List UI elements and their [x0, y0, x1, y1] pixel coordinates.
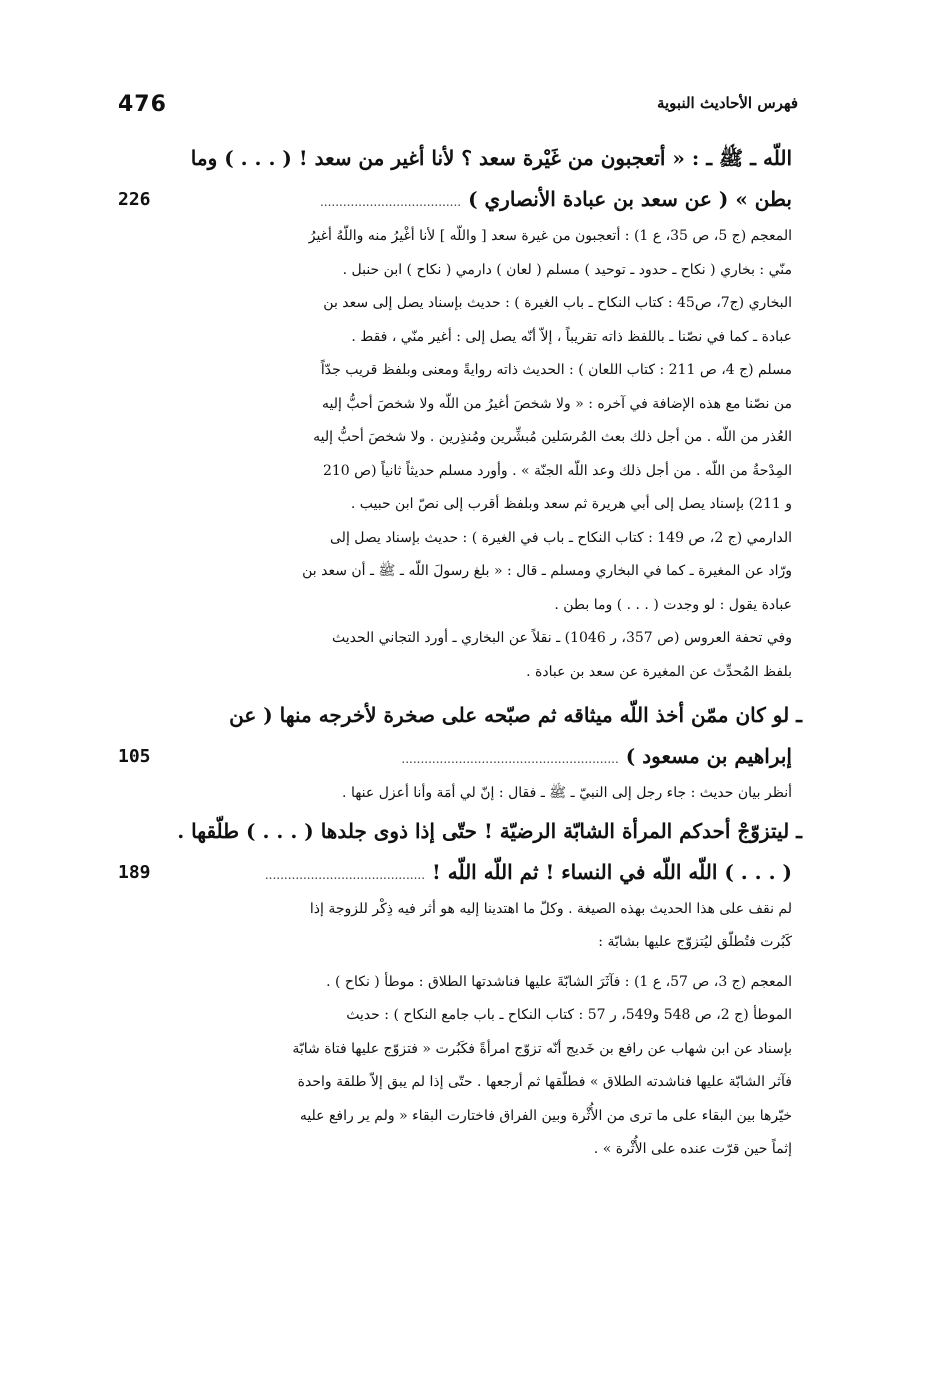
note-line: العُذر من اللّه . من أجل ذلك بعث المُرسَلين مُبشِّرين ومُنذِرين . ولا شخصَ أحبُّ إليه [313, 429, 792, 445]
note-line: الدارمي (ج 2، ص 149 : كتاب النكاح ـ باب في الغيرة ) : حديث بإسناد يصل إلى [330, 529, 792, 546]
hadith-ref-line [118, 736, 792, 777]
reference-number: 189 [118, 861, 151, 883]
leader-dots: ..................................... [319, 195, 462, 209]
hadith-ref-line [118, 179, 792, 220]
note-line: كَبُرت فتُطلّق ليُتزوّج عليها بشابّة : [598, 934, 792, 950]
hadith-narrator: ( . . . ) اللّه اللّه في النساء ! ثم اللّه اللّه ! [432, 859, 792, 884]
hadith-ref-line [118, 852, 792, 893]
note-line: المعجم (ج 3، ص 57، ع 1) : فآثَرَ الشابّةَ عليها فناشدتها الطلاق : موطأ ( نكاح ) . [326, 973, 792, 990]
note-line: إثماً حين قرّت عنده على الأُثْرة » . [593, 1141, 792, 1157]
note-line: منّي : بخاري ( نكاح ـ حدود ـ توحيد ) مسلم ( لعان ) دارمي ( نكاح ) ابن حنبل . [342, 261, 792, 278]
note-line: من نصّنا مع هذه الإضافة في آخره : « ولا شخصَ أغيرُ من اللّه ولا شخصَ أحبُّ إليه [322, 395, 792, 412]
page-header [118, 92, 798, 122]
leader-dots: ......................................................... [401, 752, 619, 766]
note-line: بإسناد عن ابن شهاب عن رافع بن خَديج أنّه تزوّج امرأةً فكَبُرت « فتزوّج عليها فتاة شابّة [292, 1040, 792, 1057]
note-line: المعجم (ج 5، ص 35، ع 1) : أتعجبون من غيرة سعد [ واللّه ] لأنا أغْيرُ منه واللّهُ أغيرُ [308, 228, 792, 244]
hadith-text-line: ـ ليتزوّجْ أحدكم المرأة الشابّة الرضيّة ! حتّى إذا ذوى جلدها ( . . . ) طلّقها . [177, 818, 802, 843]
hadith-entry [118, 138, 792, 689]
note-line: بلفظ المُحدِّث عن المغيرة عن سعد بن عبادة . [526, 663, 792, 680]
note-line: فآثر الشابّة عليها فناشدته الطلاق » فطلّقها ثم أرجعها . حتّى إذا لم يبق إلاّ طلقة واحدة [297, 1074, 792, 1090]
reference-number: 226 [118, 189, 151, 210]
page-number: 476 [118, 92, 167, 117]
note-line: أنظر بيان حديث : جاء رجل إلى النبيّ ـ ﷺ ـ فقال : إنّ لي أمَة وأنا أعزل عنها . [342, 785, 792, 801]
leader-dots: .......................................... [264, 867, 426, 882]
note-line: لم نقف على هذا الحديث بهذه الصيغة . وكلّ ما اهتدينا إليه هو أثر فيه ذِكْر للزوجة إذا [309, 900, 792, 917]
hadith-text-line: اللّه ـ ﷺ ـ : « أتعجبون من غَيْرة سعد ؟ لأنا أغير من سعد ! ( . . . ) وما [190, 146, 792, 170]
note-line: و 211) بإسناد يصل إلى أبي هريرة ثم سعد وبلفظ أقرب إلى نصّ ابن حبيب . [350, 496, 792, 512]
note-line: عبادة يقول : لو وجدت ( . . . ) وما بطن . [554, 596, 792, 613]
hadith-entry [118, 811, 802, 1167]
note-line: عبادة ـ كما في نصّنا ـ باللفظ ذاته تقريباً ، إلاّ أنّه يصل إلى : أغير منّي ، فقط . [351, 328, 792, 345]
hadith-entry [118, 695, 802, 811]
note-line: مسلم (ج 4، ص 211 : كتاب اللعان ) : الحديث ذاته روايةً ومعنى وبلفظ قريب جدّاً [320, 362, 792, 378]
hadith-text-line: ـ لو كان ممّن أخذ اللّه ميثاقه ثم صبّحه على صخرة لأخرجه منها ( عن [229, 703, 802, 727]
note-line: خيّرها بين البقاء على ما ترى من الأُثْرة وبين الفراق فاختارت البقاء « ولم ير رافع عليه [299, 1107, 792, 1124]
note-line: البخاري (ج7، ص45 : كتاب النكاح ـ باب الغيرة ) : حديث بإسناد يصل إلى سعد بن [323, 295, 792, 311]
note-line: المِدْحةُ من اللّه . من أجل ذلك وعد اللّه الجنّة » . وأورد مسلم حديثاً ثانياً (ص 210 [322, 462, 792, 479]
note-line: ورّاد عن المغيرة ـ كما في البخاري ومسلم ـ قال : « بلغ رسولَ اللّه ـ ﷺ ـ أن سعد بن [302, 563, 792, 579]
note-line: الموطأ (ج 2، ص 548 و549، ر 57 : كتاب النكاح ـ باب جامع النكاح ) : حديث [346, 1007, 792, 1023]
page-body [118, 138, 802, 1167]
reference-number: 105 [118, 746, 151, 767]
note-line: وفي تحفة العروس (ص 357، ر 1046) ـ نقلاً عن البخاري ـ أورد التجاني الحديث [332, 630, 792, 646]
hadith-narrator: بطن » ( عن سعد بن عبادة الأنصاري ) [468, 187, 792, 211]
hadith-narrator: إبراهيم بن مسعود ) [625, 744, 792, 768]
running-title: فهرس الأحاديث النبوية [656, 94, 798, 112]
